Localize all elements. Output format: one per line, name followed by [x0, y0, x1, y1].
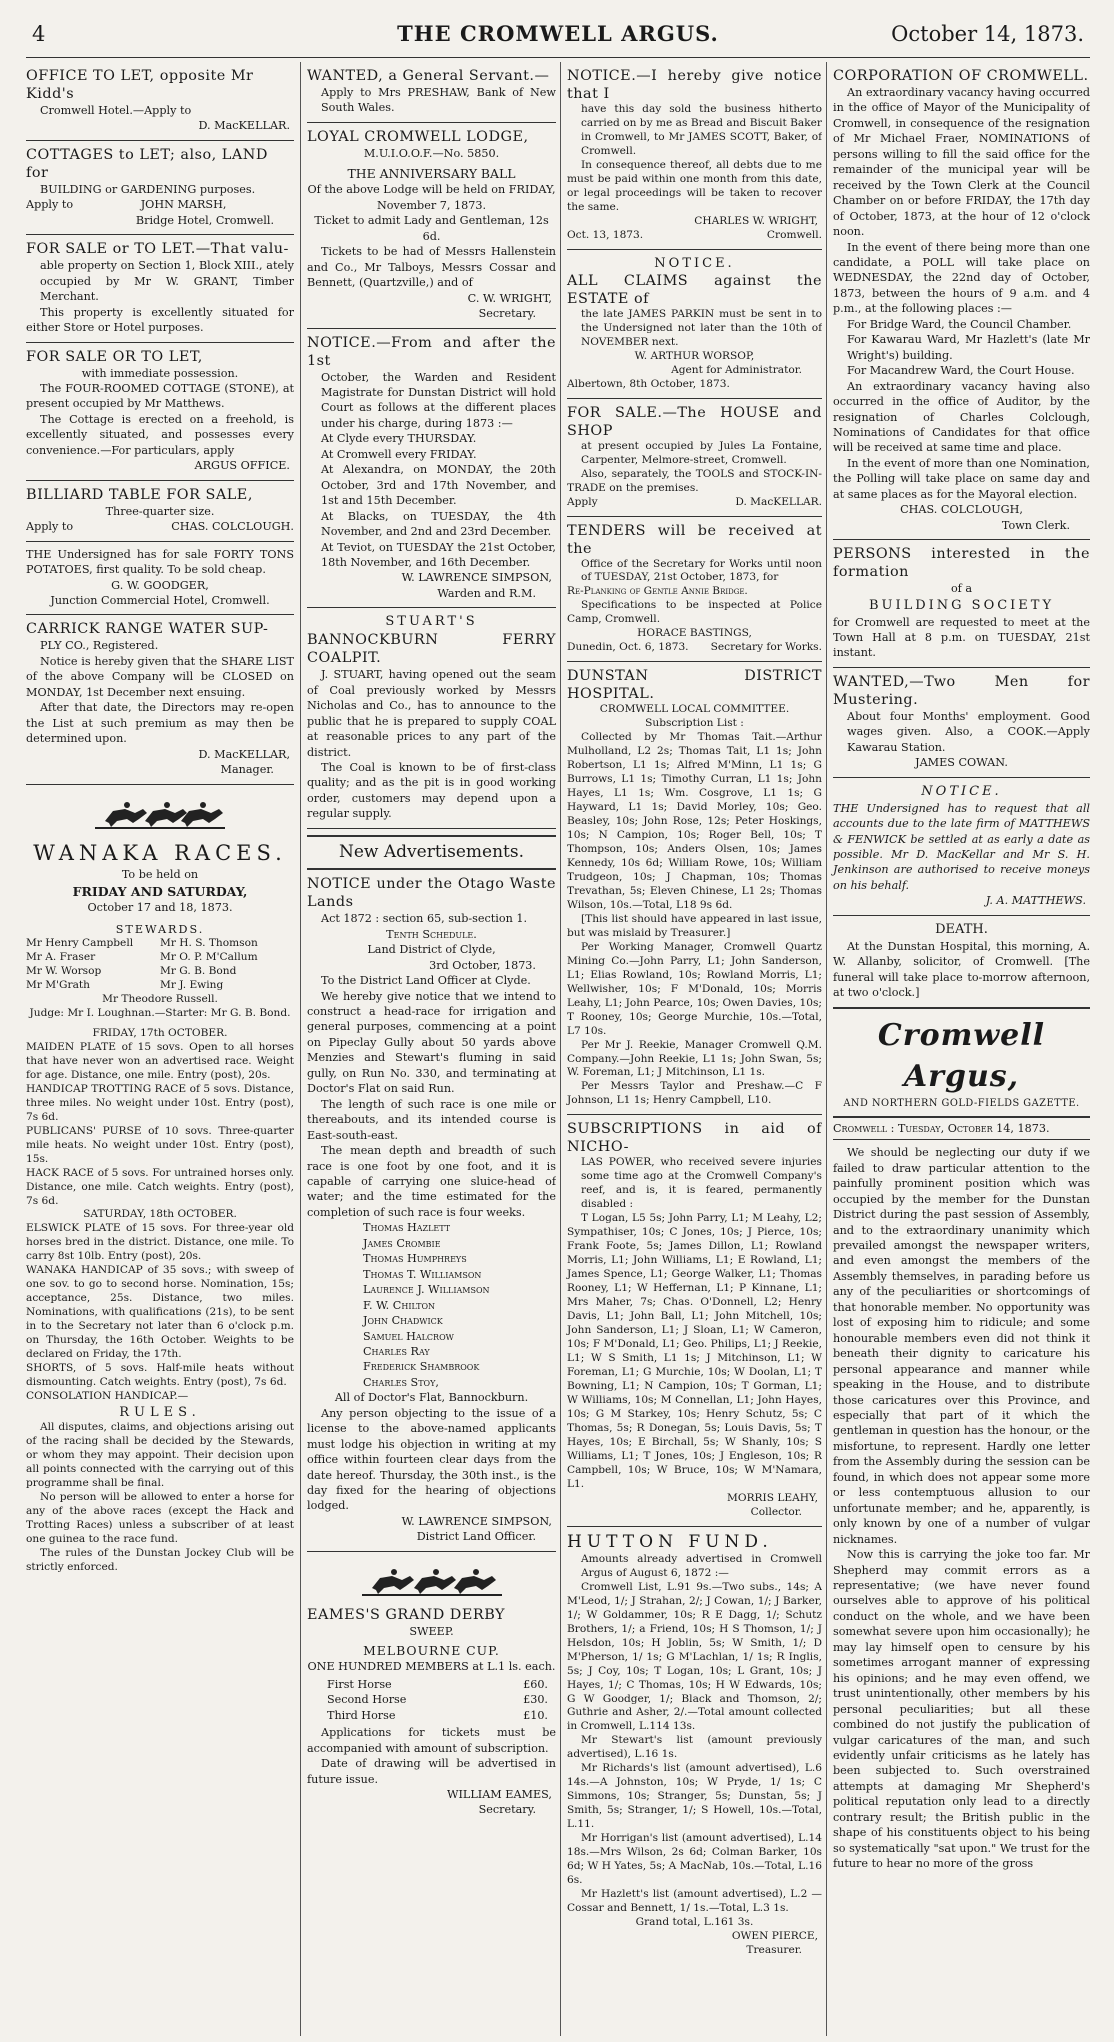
ad-signature: D. MacKELLAR, [198, 747, 290, 761]
rule-text: No person will be allowed to enter a horse for any of the above races (except the Hack and Trotting Races) unless a subscriber of at least one guinea to the race fund. [26, 1491, 294, 1545]
ad-text: In the event of more than one Nomination, the Polling will take place on same day and at same places as for the Mayoral election. [833, 456, 1090, 501]
ad-signature: Secretary for Works. [710, 641, 822, 654]
ad-heading: SUBSCRIPTIONS in aid of NICHO- [567, 1121, 822, 1156]
steward-name: Mr Theodore Russell. [102, 992, 218, 1005]
issue-date: October 14, 1873. [891, 22, 1084, 46]
ad-text: of a [950, 582, 973, 596]
ad-signature: Bridge Hotel, Cromwell. [135, 213, 274, 227]
steward-name: Mr H. S. Thomson [160, 937, 258, 950]
ad-subheading: Act 1872 : section 65, sub-section 1. [321, 912, 528, 926]
ad-text: Amounts already advertised in Cromwell Argus of August 6, 1872 :— [581, 1552, 822, 1579]
applicant-name: James Crombie [363, 1236, 441, 1250]
ad-text: ONE HUNDRED MEMBERS at L.1 ls. each. [307, 1660, 556, 1674]
steward-row [26, 951, 294, 965]
ad-text: An extraordinary vacancy having occurred in the office of Mayor of the Municipality of Cromwell, in consequence of the resignation of Mr Michael Fraer, NOMINATIONS of persons willing to fill the said office for the remainder of the municipal year will be received by the Town Clerk at the Council Chamber on or before FRIDAY, the 17th day of October, 1873, at the hour of 12 o'clock noon. [833, 86, 1090, 239]
ad-hutton-fund [567, 1527, 822, 1958]
ad-text: Per Messrs Taylor and Preshaw.—C F Johnson, L1 1s; Henry Campbell, L10. [567, 1080, 822, 1107]
ad-signature: W. LAWRENCE SIMPSON, [401, 571, 552, 585]
ad-signature: Secretary. [478, 1803, 536, 1817]
ad-text: Specifications to be inspected at Police Camp, Cromwell. [567, 599, 822, 626]
ad-signature: Warden and R.M. [437, 586, 536, 600]
ad-signature: JAMES COWAN. [915, 756, 1008, 770]
ad-text: An extraordinary vacancy having also occurred in the office of Auditor, by the resignation of Charles Colclough, Nominations of Candidates for that office will be received at same time and place. [833, 379, 1090, 455]
ad-text: Applications for tickets must be accompanied with amount of subscription. [307, 1726, 556, 1755]
judge-line: Judge: Mr I. Loughnan.—Starter: Mr G. B. Bond. [29, 1006, 291, 1019]
ad-coalpit [307, 608, 556, 828]
ad-heading: HUTTON FUND. [567, 1531, 773, 1552]
ad-signature: CHAS. COLCLOUGH, [900, 503, 1023, 517]
editorial-paragraph: We should be neglecting our duty if we failed to draw particular attention to the painfully prominent position which was occupied by the member for the Dunstan District during the past session of Assembly, and to the extraordinary unanimity which prevailed amongst the newspaper writers, and even amongst the members of the Assembly themselves, in parading before us any of the peculiarities or shortcomings of that honorable member. No opportunity was lost of exposing him to ridicule; and some honourable members even did not think it beneath their dignity to caricature his personal appearance and manner while speaking in the House, and to distribute those caricatures over this Province, and especially that part of it which the gentleman in question has the honour, or the misfortune, to represent. Hardly one letter from the Assembly during the session can be found, in which does not appear some more or less contemptuous allusion to our unfortunate member; and he, apparently, is only known by one of a number of vulgar nicknames. [833, 1146, 1090, 1546]
ad-signature: District Land Officer. [416, 1530, 536, 1544]
steward-name: Mr M'Grath [26, 978, 90, 991]
death-notice [833, 916, 1090, 1009]
ad-text: Tenth Schedule. [386, 927, 477, 941]
ad-heading: NOTICE. [921, 783, 1002, 799]
newspaper-title: THE CROMWELL ARGUS. [397, 21, 719, 46]
ad-contact [26, 519, 294, 534]
ad-signature: Secretary. [478, 307, 536, 321]
ad-potatoes [26, 542, 294, 616]
steward-name: Mr O. P. M'Callum [160, 951, 258, 964]
ad-billiard-table [26, 481, 294, 542]
steward-name: Mr A. Fraser [26, 951, 96, 964]
prize-label: Second Horse [327, 1693, 407, 1707]
ad-cottages [26, 141, 294, 235]
ad-heading: NOTICE. [654, 255, 735, 271]
race-entry: WANAKA HANDICAP of 35 sovs.; with sweep of one sov. to go to second horse. Nomination, 15s; acceptance, 25s. Distance, two miles. Nominations, with qualifications (21s), to be sent in to the Secretary not later than 6 o'clock p.m. on Thursday, the 16th October. Weights to be declared on Friday, the 17th. [26, 1264, 294, 1361]
ad-subscriptions-power [567, 1115, 822, 1526]
ad-text: Ticket to admit Lady and Gentleman, 12s 6d. [314, 214, 549, 243]
ad-subheading: BUILDING SOCIETY [868, 597, 1055, 613]
ad-heading: NOTICE.—From and after the 1st [307, 334, 556, 369]
ad-text: Land District of Clyde, [367, 943, 496, 957]
ad-text: About four Months' employment. Good wages given. Also, a COOK.—Apply Kawarau Station. [847, 709, 1090, 754]
ad-dateline [567, 229, 822, 243]
rules-heading: RULES. [119, 1405, 201, 1421]
ad-text: At Cromwell every FRIDAY. [321, 447, 477, 461]
masthead [26, 8, 1090, 58]
editorial-dateline: Cromwell : Tuesday, October 14, 1873. [833, 1116, 1090, 1140]
ad-signature: W. ARTHUR WORSOP, [634, 349, 755, 362]
ad-text: the late JAMES PARKIN must be sent in to the Undersigned not later than the 10th of NOVEMBER next. [581, 307, 822, 348]
ad-corporation-cromwell [833, 62, 1090, 540]
new-advertisements-banner: New Advertisements. [307, 835, 556, 870]
ad-text: Date of drawing will be advertised in future issue. [307, 1757, 556, 1786]
ad-text: Cromwell List, L.91 9s.—Two subs., 14s; A M'Leod, 1/; J Strahan, 2/; J Cowan, 1/; J Barker, 1/; W Goldammer, 10s; R E Dagg, 1/; Schutz Brothers, 1/; a Friend, 10s; H S Thomson, 1/; J Helsdon, 10s; H Joblin, 5s; W Smith, 1/; D M'Pherson, 1/ 1s; G M'Lachlan, 1/ 1s; R Inglis, 5s; J Coy, 10s; T Logan, 10s; L Grant, 10s; J Hayes, 1/; C Thomas, 10s; H W Edwards, 10s; G W Goodger, 1/; Black and Thomson, 2/; Guthrie and Asher, 2/.—Total amount collected in Cromwell, L.114 13s. [567, 1580, 822, 1733]
ad-signature: WILLIAM EAMES, [447, 1788, 552, 1802]
ad-date: Dunedin, Oct. 6, 1873. [567, 641, 689, 654]
ad-wanted-musterers [833, 668, 1090, 778]
ad-text: Per Working Manager, Cromwell Quartz Mining Co.—John Parry, L1; John Sanderson, L1; Elias Rowland, 10s; Rowland Morris, L1; Wellwisher, 10s; F M'Donald, 10s; Morris Leahy, L1; John Pearce, 10s; Owen Davies, 10s; T Rooney, 10s; George Murchie, 10s.—Total, L7 10s. [567, 940, 822, 1037]
ad-subheading: THE ANNIVERSARY BALL [347, 166, 516, 182]
ad-text: Any person objecting to the issue of a license to the above-named applicants must lodge his objection in writing at my office within fourteen clear days from the date hereof. Thursday, the 30th inst., is the day fixed for the hearing of objections lodged. [307, 1406, 556, 1513]
steward-row [26, 965, 294, 979]
page-number: 4 [32, 22, 46, 46]
ad-office-to-let [26, 62, 294, 141]
ad-text: Mr Horrigan's list (amount advertised), L.14 18s.—Mrs Wilson, 2s 6d; Colman Barker, 10s 6d; W H Yates, 5s; A MacNab, 10s.—Total, L.16 6s. [567, 1832, 822, 1887]
ad-heading: NOTICE.—I hereby give notice that I [567, 68, 822, 102]
ad-heading: WANAKA RACES. [33, 840, 287, 865]
ad-date: Albertown, 8th October, 1873. [567, 377, 730, 390]
steward-name: Mr J. Ewing [160, 978, 224, 991]
ad-text: The mean depth and breadth of such race is one foot by one foot, and it is capable of carrying one sluice-head of water; and the time estimated for the completion of such race is four weeks. [307, 1144, 556, 1219]
ad-text: At Clyde every THURSDAY. [321, 432, 477, 446]
ad-text: Office of the Secretary for Works until noon of TUESDAY, 21st October, 1873, for [581, 557, 822, 584]
ad-signature: C. W. WRIGHT, [467, 291, 552, 305]
ad-subheading: PLY CO., Registered. [40, 639, 159, 653]
applicant-name: Samuel Halcrow [363, 1329, 454, 1343]
ad-signature: Treasurer. [746, 1943, 802, 1956]
ad-text: At Blacks, on TUESDAY, the 4th November, and 2nd and 23rd December. [321, 509, 556, 539]
ad-text: The FOUR-ROOMED COTTAGE (STONE), at present occupied by Mr Matthews. [26, 381, 294, 411]
ad-heading: STUART'S [385, 614, 478, 630]
ad-waste-lands-notice [307, 870, 556, 1552]
ad-text: T Logan, L5 5s; John Parry, L1; M Leahy, L2; Sympathiser, 10s; C Jones, 10s; J Pierce, 10s; Frank Foote, 5s; James Dillon, L1; Rowland Morris, L1; John Williams, L1; E Rowland, L1; James Spence, L1; George Walker, L1; Thomas Rooney, L1; W Heffernan, L1; P Kinnane, L1; Mrs Maher, 7s; Chas. O'Donnell, L2; Henry Davis, L1; John Ball, L1; John Mitchell, 10s; John Sanderson, L1; J Sloan, L1; W Cameron, 10s; F M'Donald, L1; Geo. Philips, L1; J Reekie, L1; W S Smith, L1 1s; J Mitchinson, L1; W Foreman, L1; G Murchie, 10s; W Doolan, L1; T Bowning, L1; N Campion, 10s; T Gorman, L1; W Williams, 10s; M Connellan, L1; John Hayes, 10s; G M Starkey, 10s; Henry Schutz, 5s; C Thomas, 5s; R Donegan, 5s; Louis Davis, 5s; T Hayes, 10s; E Birchall, 5s; W Shanly, 10s; S Williams, L1; T Jones, 10s; J Engleson, 10s; R Campbell, 10s; W Bruce, 10s; W M'Namara, L1. [567, 1212, 822, 1490]
ad-eames-sweep [307, 1560, 556, 1818]
ad-text: 3rd October, 1873. [429, 958, 536, 972]
ad-carrick-range [26, 615, 294, 784]
ad-signature: Collector. [750, 1505, 802, 1518]
ad-heading: FOR SALE OR TO LET, [26, 348, 203, 365]
ad-signature: ARGUS OFFICE. [194, 459, 290, 473]
ad-signature: D. MacKELLAR. [198, 119, 290, 133]
column-1 [26, 62, 294, 2036]
race-entry: ELSWICK PLATE of 15 sovs. For three-year old horses bred in the district. Distance, one mile. To carry 8st 10lb. Entry (post), 20s. [26, 1222, 294, 1263]
ad-text: For Macandrew Ward, the Court House. [847, 364, 1075, 378]
ad-heading: TENDERS will be received at the [567, 522, 822, 557]
ad-heading: FOR SALE.—The HOUSE and SHOP [567, 404, 822, 439]
ad-contact [26, 197, 294, 212]
ad-subheading: Subscription List : [645, 717, 744, 730]
ad-text: Re-Planking of Gentle Annie Bridge. [567, 585, 748, 598]
ad-text: Tickets to be had of Messrs Hallenstein and Co., Mr Talboys, Messrs Cossar and Bennett, (Quartzville,) and of [307, 245, 556, 290]
ad-text: for Cromwell are requested to meet at the Town Hall at 8 p.m. on TUESDAY, 21st instant. [833, 615, 1090, 660]
ad-text: [This list should have appeared in last issue, but was mislaid by Treasurer.] [567, 912, 822, 939]
prize-row [327, 1708, 548, 1723]
ad-text: Mr Stewart's list (amount previously advertised), L.16 1s. [567, 1734, 822, 1761]
ad-text: To be held on [121, 868, 199, 882]
ad-text: have this day sold the business hitherto carried on by me as Bread and Biscuit Baker in Cromwell, to Mr JAMES SCOTT, Baker, of Cromwell. [581, 103, 822, 157]
applicant-name: Thomas Humphreys [363, 1252, 467, 1266]
ad-text: Apply [567, 495, 598, 508]
ad-text: The Cottage is erected on a freehold, is excellently situated, and possesses every convenience.—For particulars, apply [26, 412, 294, 457]
rule-text: All disputes, claims, and objections arising out of the racing shall be decided by the Stewards, or whom they may appoint. Their decision upon all points connected with the carrying out of this programme shall be final. [26, 1421, 294, 1490]
ad-subheading: FRIDAY AND SATURDAY, [72, 883, 248, 899]
applicant-name: Laurence J. Williamson [363, 1283, 490, 1297]
ad-signature: J. A. MATTHEWS. [985, 894, 1086, 908]
ad-parkin-estate [567, 250, 822, 399]
ad-dateline [567, 641, 822, 655]
ad-signature: Junction Commercial Hotel, Cromwell. [50, 593, 270, 607]
ad-subheading: Three-quarter size. [105, 504, 215, 518]
column-4 [826, 62, 1090, 2036]
ad-subheading: CROMWELL LOCAL COMMITTEE. [599, 703, 790, 716]
applicant-list [307, 1220, 556, 1390]
race-entry: SHORTS, of 5 sovs. Half-mile heats without dismounting. Catch weights. Entry (post), 7s 6d. [26, 1362, 294, 1389]
ad-text: Apply to [26, 520, 74, 534]
ad-text: To the District Land Officer at Clyde. [321, 974, 531, 988]
applicant-name: Charles Ray [363, 1344, 430, 1358]
ad-text: After that date, the Directors may re-open the List at such premium as may then be determined upon. [26, 701, 294, 746]
prize-value: £10. [523, 1708, 548, 1722]
prize-row [327, 1692, 548, 1707]
race-entry: CONSOLATION HANDICAP.— [26, 1390, 189, 1403]
ad-subheading: MELBOURNE CUP. [363, 1643, 500, 1659]
prize-label: First Horse [327, 1677, 392, 1691]
ad-text: LAS POWER, who received severe injuries some time ago at the Cromwell Company's reef, and is, it is feared, permanently disabled : [581, 1156, 822, 1211]
ad-text: Per Mr J. Reekie, Manager Cromwell Q.M. Company.—John Reekie, L1 1s; John Swan, 5s; W. Foreman, L1; J Mitchinson, L1 1s. [567, 1038, 822, 1079]
ad-text: Apply to Mrs PRESHAW, Bank of New South Wales. [321, 86, 556, 115]
ad-text: Cromwell Hotel.—Apply to [40, 104, 192, 117]
prize-list [307, 1675, 556, 1725]
ad-for-sale [26, 235, 294, 342]
ad-text: THE Undersigned has to request that all accounts due to the late firm of MATTHEWS & FENWICK be settled at as early a date as possible. Mr D. MacKellar and Mr S. H. Jenkinson are authorised to receive moneys on his behalf. [833, 801, 1090, 892]
steward-row [26, 979, 294, 993]
ad-text: The length of such race is one mile or thereabouts, and its intended course is East-south-east. [307, 1097, 556, 1142]
ad-heading: OFFICE TO LET, opposite Mr Kidd's [26, 68, 254, 102]
ad-subheading: M.U.I.O.O.F.—No. 5850. [363, 146, 500, 160]
ad-cromwell-lodge [307, 123, 556, 329]
race-entry: HANDICAP TROTTING RACE of 5 sovs. Distance, three miles. No weight under 10st. Entry (post), 7s 6d. [26, 1082, 294, 1123]
ad-text: At Teviot, on TUESDAY the 21st October, 18th November, and 16th December. [321, 540, 556, 569]
steward-name: Mr Henry Campbell [26, 937, 134, 950]
ad-dunstan-hospital [567, 662, 822, 1115]
ad-heading: LOYAL CROMWELL LODGE, [307, 128, 529, 145]
ad-text: For Bridge Ward, the Council Chamber. [847, 317, 1072, 331]
steward-name: Mr W. Worsop [26, 965, 102, 978]
ad-text: The Coal is known to be of first-class quality; and as the pit is in good working order, customers may depend upon a regular supply. [307, 761, 556, 821]
ad-text: Of the above Lodge will be held on FRIDAY, November 7, 1873. [307, 183, 556, 212]
ad-cottage-stone [26, 343, 294, 481]
ad-text: BUILDING or GARDENING purposes. [40, 182, 256, 196]
ad-signature: W. LAWRENCE SIMPSON, [401, 1514, 552, 1528]
ad-signature: CHARLES W. WRIGHT, [694, 214, 818, 227]
ad-text: In the event of there being more than one candidate, a POLL will take place on WEDNESDAY, the 22nd day of October, 1873, between the hours of 9 a.m. and 4 p.m., at the following places :— [833, 240, 1090, 316]
ad-heading: DUNSTAN DISTRICT HOSPITAL. [567, 668, 822, 703]
applicant-name: F. W. Chilton [363, 1298, 436, 1312]
ad-heading: NOTICE under the Otago Waste Lands [307, 876, 556, 911]
ad-signature: Town Clerk. [1001, 518, 1070, 532]
prize-label: Third Horse [327, 1708, 396, 1722]
ad-heading: PERSONS interested in the formation [833, 546, 1090, 581]
applicant-name: Thomas T. Williamson [363, 1267, 482, 1281]
ad-text: Collected by Mr Thomas Tait.—Arthur Mulholland, L2 2s; Thomas Tait, L1 1s; John Robertson, L1 1s; Alfred M'Minn, L1 1s; G Burrows, L1 1s; Timothy Curran, L1 1s; John Hayes, L1 1s; Wm. Cosgrove, L1 1s; G Hayward, L1 1s; David Morley, 10s; Geo. Beasley, 10s; John Rose, 12s; Peter Hoskings, 10s; N Campion, 10s; Roger Bell, 10s; T Thompson, 10s; Anders Olsen, 10s; James Kennedy, 10s 6d; William Rowe, 10s; William Trudgeon, 10s; J Chapman, 10s; Thomas Trevathan, 5s; Eleven Chinese, L1 2s; Thomas Wilson, 10s.—Total, L18 9s 6d. [567, 731, 822, 911]
ad-text: Also, separately, the TOOLS and STOCK-IN-TRADE on the premises. [567, 467, 822, 494]
ad-signature: Manager. [220, 763, 274, 777]
ad-text: October, the Warden and Resident Magistrate for Dunstan District will hold Court as follows at the different places under his charge, during 1873 :— [321, 370, 556, 430]
ad-text: All of Doctor's Flat, Bannockburn. [334, 1391, 529, 1405]
ad-text: at present occupied by Jules La Fontaine, Carpenter, Melmore-street, Cromwell. [581, 439, 822, 466]
race-entry: MAIDEN PLATE of 15 sovs. Open to all horses that have never won an advertised race. Weight for age. Distance, one mile. Entry (post), 20s. [26, 1040, 294, 1081]
column-2 [300, 62, 556, 2036]
ad-text: This property is excellently situated for either Store or Hotel purposes. [26, 305, 294, 335]
editorial-paper-subtitle: AND NORTHERN GOLD-FIELDS GAZETTE. [843, 1098, 1080, 1110]
race-entry: HACK RACE of 5 sovs. For untrained horses only. Distance, one mile. Catch weights. Entry (post), 7s 6d. [26, 1166, 294, 1207]
editorial-paper-name: Cromwell Argus, [877, 1017, 1046, 1094]
applicant-name: John Chadwick [363, 1314, 443, 1328]
ad-text: For Kawarau Ward, Mr Hazlett's (late Mr Wright's) building. [847, 333, 1090, 362]
ad-heading: WANTED, a General Servant.— [307, 68, 550, 84]
ad-text: October 17 and 18, 1873. [87, 901, 233, 915]
ad-wanted-servant [307, 62, 556, 123]
ad-heading: WANTED,—Two Men for Mustering. [833, 673, 1090, 708]
ad-house-and-shop [567, 399, 822, 517]
ad-text: Apply to [26, 198, 74, 212]
applicant-name: Thomas Hazlett [363, 1221, 451, 1235]
ad-heading: ALL CLAIMS against the ESTATE of [567, 272, 822, 307]
ad-text: able property on Section 1, Block XIII., ately occupied by Mr W. GRANT, Timber Merchant. [40, 259, 294, 304]
stewards-list [26, 937, 294, 1021]
ad-wright-notice [567, 62, 822, 250]
ad-heading: CORPORATION OF CROMWELL. [833, 68, 1089, 84]
ad-text: In consequence thereof, all debts due to me must be paid within one month from this date, or legal proceedings will be taken to recover the same. [567, 158, 822, 213]
ad-heading: CARRICK RANGE WATER SUP- [26, 621, 269, 638]
death-heading: DEATH. [935, 921, 988, 937]
ad-heading: BILLIARD TABLE FOR SALE, [26, 486, 253, 503]
ad-court-notice [307, 329, 556, 609]
ad-signature: CHAS. COLCLOUGH. [171, 520, 294, 534]
race-program [26, 1027, 294, 1575]
ad-text: J. STUART, having opened out the seam of Coal previously worked by Messrs Nicholas and Co., has to announce to the public that he is prepared to supply COAL at reasonable prices to any part of the district. [307, 668, 556, 759]
ad-heading: EAMES'S GRAND DERBY [307, 1606, 506, 1623]
ad-heading: BANNOCKBURN FERRY COALPIT. [307, 632, 556, 667]
prize-value: £30. [523, 1693, 548, 1707]
ad-subheading: SWEEP. [409, 1624, 454, 1638]
ad-signature: HORACE BASTINGS, [637, 627, 752, 640]
ad-text: Notice is hereby given that the SHARE LIST of the above Company will be CLOSED on MONDAY, 1st December next ensuing. [26, 654, 294, 699]
ad-text: Grand total, L.161 3s. [635, 1916, 754, 1928]
editorial-paragraph: Now this is carrying the joke too far. Mr Shepherd may commit errors as a representative; (we have never found ourselves able to approve of his political conduct on the whole, and we have been somewhat severe upon him occasionally); he may lay himself open to censure by his sometimes arrogant manner of expressing his opinions; and he may even offend, we trust unintentionally, other members by his personal peculiarities; but all these combined do not justify the publication of vulgar caricatures of the man, and such evidently unfair criticisms as he lately has been subjected to. Such overstrained attempts at damaging Mr Shepherd's political reputation only lead to a directly contrary result; the British public in the shape of his constituents object to his being so systematically "sat upon." We trust for the future to hear no more of the gross [833, 1548, 1090, 1871]
ad-signature: OWEN PIERCE, [731, 1929, 818, 1942]
ad-text: THE Undersigned has for sale FORTY TONS POTATOES, first quality. To be sold cheap. [26, 547, 294, 577]
ad-signature: JOHN MARSH, [140, 198, 227, 212]
ad-signature: D. MacKELLAR. [735, 495, 822, 508]
day-heading: SATURDAY, 18th OCTOBER. [83, 1208, 237, 1221]
horse-race-illustration [95, 793, 225, 833]
ad-date: Oct. 13, 1873. [567, 228, 644, 241]
editorial-section [833, 1009, 1090, 1872]
horse-race-illustration [362, 1560, 502, 1600]
ad-building-society [833, 540, 1090, 668]
column-3 [560, 62, 822, 2036]
day-heading: FRIDAY, 17th OCTOBER. [92, 1026, 228, 1039]
steward-name: Mr G. B. Bond [160, 965, 237, 978]
ad-subheading: with immediate possession. [81, 366, 239, 380]
death-text: At the Dunstan Hospital, this morning, A. W. Allanby, solicitor, of Cromwell. [The funeral will take place to-morrow afternoon, at two o'clock.] [833, 939, 1090, 1000]
ad-place: Cromwell. [766, 228, 822, 241]
ad-signature: MORRIS LEAHY, [727, 1491, 818, 1504]
race-entry: PUBLICANS' PURSE of 10 sovs. Three-quarter mile heats. No weight under 10st. Entry (post), 15s. [26, 1124, 294, 1165]
applicant-name: Frederick Shambrook [363, 1360, 480, 1374]
applicant-name: Charles Stoy, [363, 1375, 439, 1389]
steward-row [26, 937, 294, 951]
stewards-heading: STEWARDS. [115, 922, 205, 936]
ad-signature: G. W. GOODGER, [111, 578, 209, 592]
ad-heading: FOR SALE or TO LET.—That valu- [26, 241, 289, 258]
rule-text: The rules of the Dunstan Jockey Club will be strictly enforced. [26, 1546, 294, 1573]
ad-contact [567, 496, 822, 510]
ad-text: At Alexandra, on MONDAY, the 20th October, 3rd and 17th November, and 1st and 15th December. [321, 463, 556, 508]
ad-signature: Agent for Administrator. [671, 363, 802, 376]
ad-tenders [567, 517, 822, 663]
ad-text: Mr Hazlett's list (amount advertised), L.2 — Cossar and Bennett, 1/ 1s.—Total, L.3 1s. [567, 1888, 822, 1915]
ad-text: We hereby give notice that we intend to construct a head-race for irrigation and general purposes, commencing at a point on Pipeclay Gully about 50 yards above Menzies and Stewart's fluming in said gully, on Run No. 330, and terminating at Doctor's Flat on said Run. [307, 989, 556, 1096]
ad-text: Mr Richards's list (amount advertised), L.6 14s.—A Johnston, 10s; W Pryde, 1/ 1s; C Simmons, 10s; Stranger, 5s; Dunstan, 5s; J Smith, 5s; Stranger, 1/; S Howell, 10s.—Total, L.11. [567, 1762, 822, 1831]
prize-value: £60. [523, 1677, 548, 1691]
ad-matthews-notice [833, 778, 1090, 916]
prize-row [327, 1677, 548, 1692]
ad-wanaka-races [26, 793, 294, 1575]
ad-heading: COTTAGES to LET; also, LAND for [26, 146, 268, 181]
